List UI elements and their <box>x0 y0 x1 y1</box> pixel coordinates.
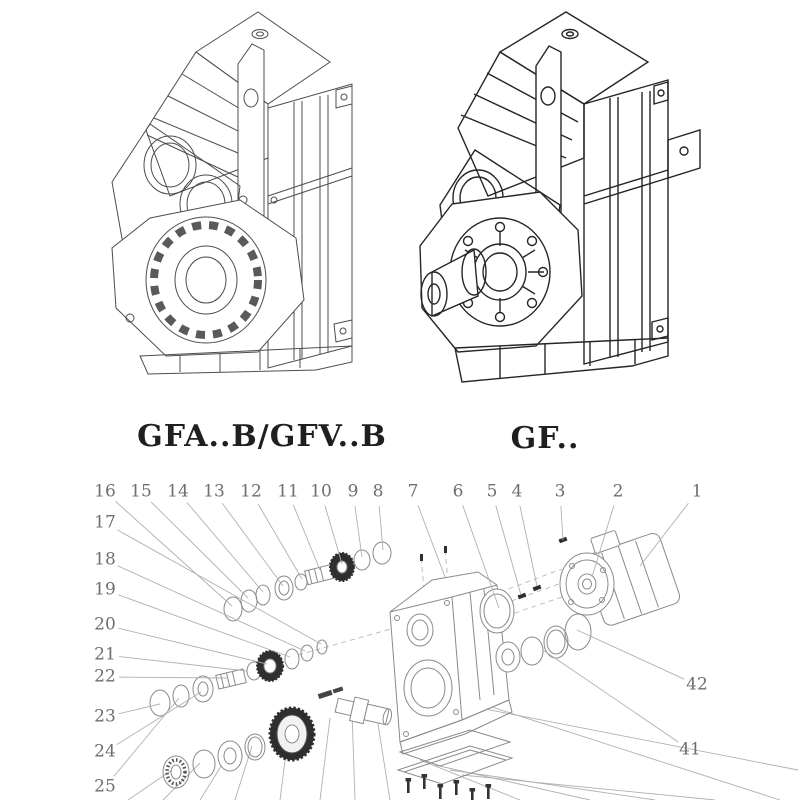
part-number-19: 19 <box>94 579 116 600</box>
caption-gf: GF.. <box>510 421 580 456</box>
part-number-24: 24 <box>94 741 116 762</box>
leader-line-3 <box>561 506 563 540</box>
leader-line-9 <box>355 506 362 557</box>
leader-line-19 <box>118 595 290 657</box>
output-gear-train <box>163 687 394 788</box>
leader-line-12 <box>258 504 302 579</box>
leader-line-11 <box>293 505 320 570</box>
leader-line-14 <box>187 503 263 592</box>
leader-line-21 <box>119 657 247 671</box>
part-number-42: 42 <box>686 674 708 695</box>
part-number-13: 13 <box>203 481 225 502</box>
part-number-23: 23 <box>94 706 116 727</box>
part-number-9: 9 <box>347 481 359 502</box>
part-number-5: 5 <box>486 481 498 502</box>
leader-line-42 <box>577 630 684 679</box>
part-number-20: 20 <box>94 614 116 635</box>
part-number-41: 41 <box>679 739 701 760</box>
part-number-10: 10 <box>310 481 332 502</box>
part-number-16: 16 <box>94 481 116 502</box>
drawing-gf <box>420 12 700 382</box>
leader-line-13 <box>222 503 283 586</box>
part-number-21: 21 <box>94 644 116 665</box>
part-number-2: 2 <box>612 481 624 502</box>
part-number-8: 8 <box>372 481 384 502</box>
leader-line-7 <box>418 505 445 577</box>
part-number-15: 15 <box>130 481 152 502</box>
gear-housing <box>390 572 514 754</box>
leader-line-22 <box>119 677 228 678</box>
part-number-1: 1 <box>691 481 703 502</box>
output-shaft <box>334 693 394 729</box>
caption-gfa-gfv: GFA..B/GFV..B <box>137 419 387 454</box>
part-number-17: 17 <box>94 512 116 533</box>
part-number-18: 18 <box>94 549 116 570</box>
part-number-11: 11 <box>277 481 299 502</box>
leader-line-4 <box>520 506 537 586</box>
spline-shaft <box>216 669 246 689</box>
part-number-7: 7 <box>407 481 419 502</box>
leader-line-10 <box>325 505 342 564</box>
part-number-6: 6 <box>452 481 464 502</box>
input-shaft-train <box>224 542 391 621</box>
part-number-12: 12 <box>240 481 262 502</box>
leader-line-5 <box>496 505 521 595</box>
part-number-25: 25 <box>94 776 116 797</box>
part-number-22: 22 <box>94 666 116 687</box>
part-number-14: 14 <box>167 481 189 502</box>
cover-bolts <box>406 774 492 800</box>
leader-line-25 <box>114 698 179 776</box>
part-number-3: 3 <box>554 481 566 502</box>
part-number-4: 4 <box>511 481 523 502</box>
leader-line-16 <box>115 501 232 606</box>
leader-line-15 <box>151 502 248 598</box>
leader-line-41 <box>543 650 678 742</box>
leader-line-18 <box>118 566 305 651</box>
motor <box>560 517 682 627</box>
drawing-gfa-gfv <box>112 12 352 374</box>
